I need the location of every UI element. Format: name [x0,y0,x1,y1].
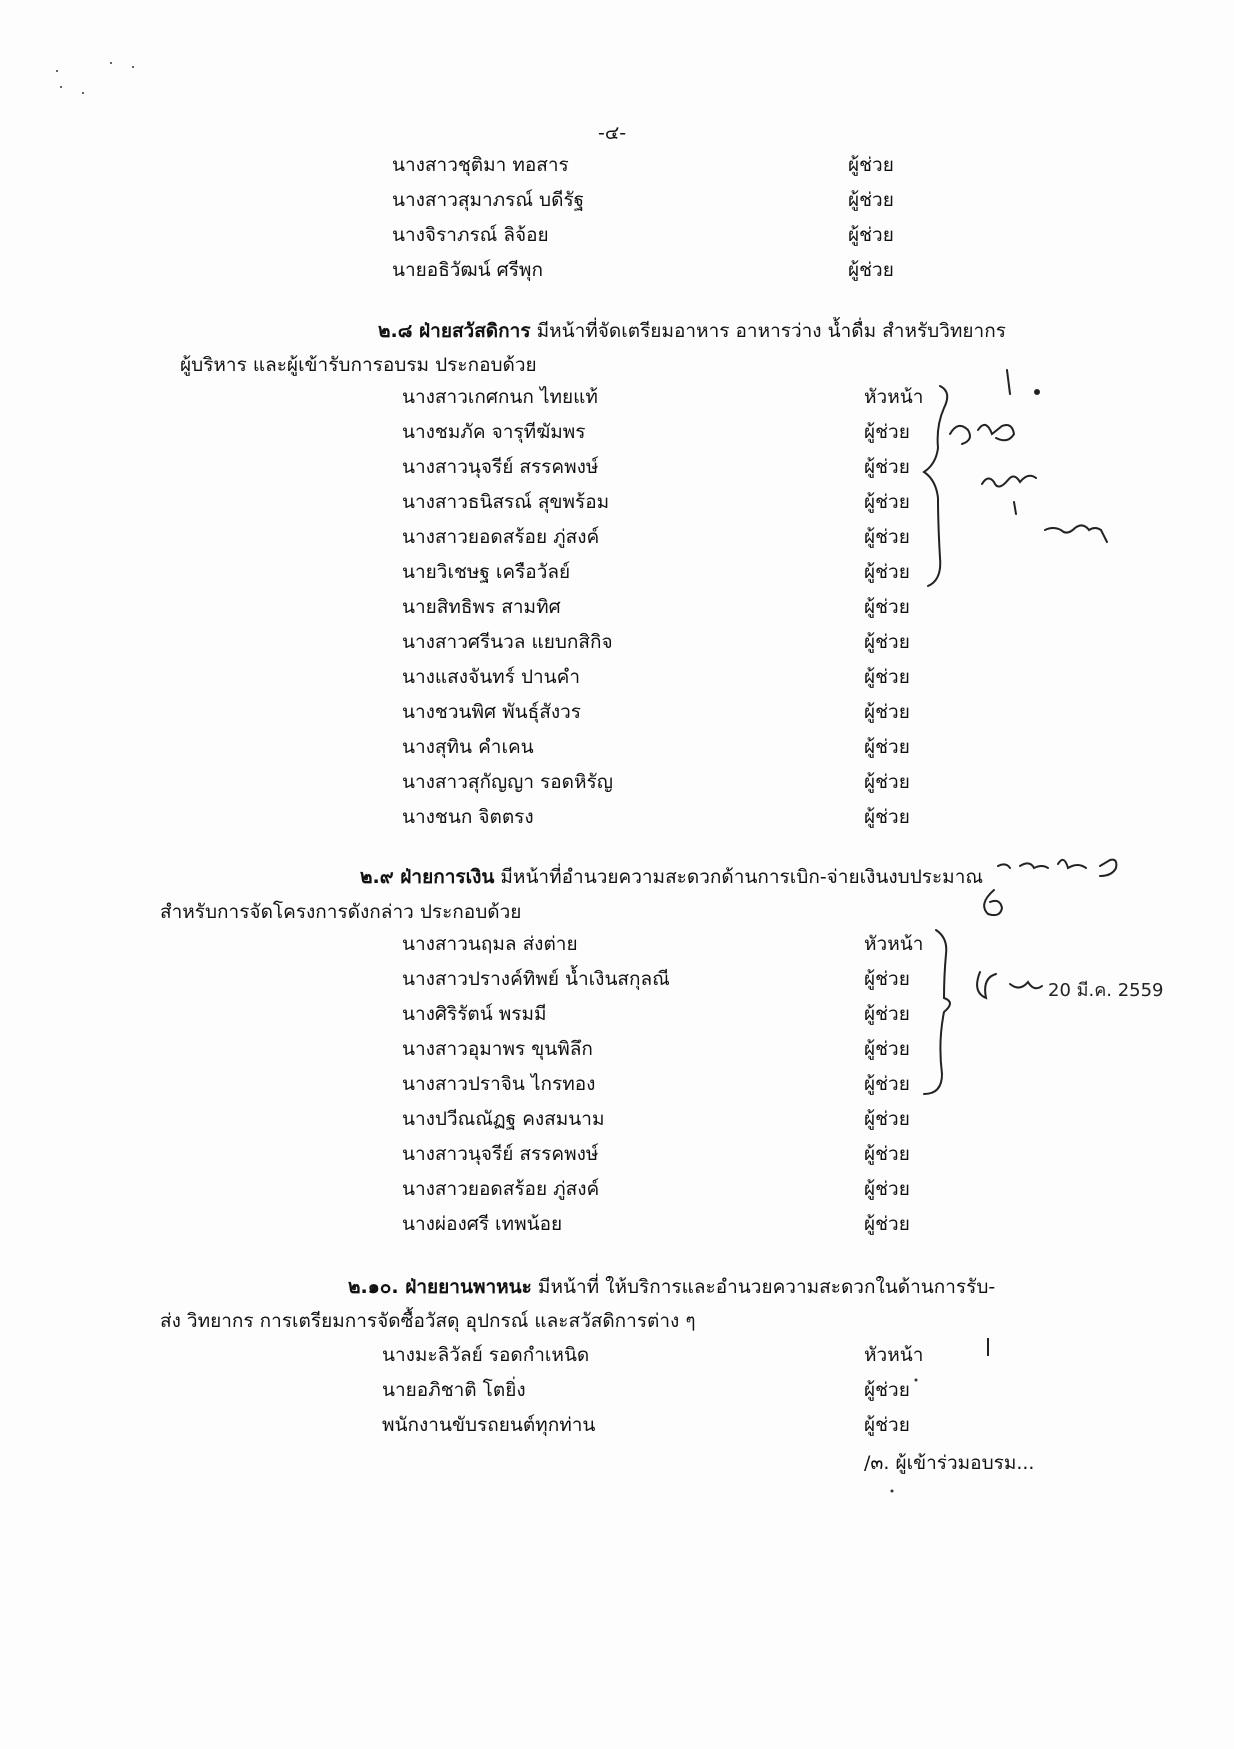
member-role: ผู้ช่วย [864,421,910,443]
member-role: ผู้ช่วย [864,1038,910,1060]
member-name: นางจิราภรณ์ ลิจ้อย [392,224,549,246]
member-name: นางผ่องศรี เทพน้อย [402,1213,563,1235]
member-name: พนักงานขับรถยนต์ทุกท่าน [382,1414,596,1436]
member-role: หัวหน้า [864,933,924,955]
continuation-note: /๓. ผู้เข้าร่วมอบรม... [864,1452,1035,1474]
member-name: นางสาวชุติมา ทอสาร [392,154,569,176]
member-name: นางแสงจันทร์ ปานคำ [402,666,581,688]
member-role: ผู้ช่วย [864,701,910,723]
member-name: นายอธิวัฒน์ ศรีพุก [392,259,543,281]
member-role: ผู้ช่วย [864,1213,910,1235]
member-role: ผู้ช่วย [864,596,910,618]
member-name: นายอภิชาติ โตยิ่ง [382,1379,526,1401]
member-role: ผู้ช่วย [864,806,910,828]
member-role: ผู้ช่วย [864,1143,910,1165]
member-role: ผู้ช่วย [864,1414,910,1436]
member-name: นายสิทธิพร สามทิศ [402,596,561,618]
member-role: ผู้ช่วย [864,736,910,758]
section-2-10-line2: ส่ง วิทยากร การเตรียมการจัดซื้อวัสดุ อุปกรณ์ และสวัสดิการต่าง ๆ [160,1310,696,1332]
member-name: นางสาวธนิสรณ์ สุขพร้อม [402,491,610,513]
member-role: ผู้ช่วย [864,1108,910,1130]
member-name: นางสาวอุมาพร ขุนพิลึก [402,1038,593,1060]
member-role: ผู้ช่วย [864,631,910,653]
section-heading: ๒.๙ ฝ่ายการเงิน [360,866,495,888]
member-name: นางชวนพิศ พันธุ์สังวร [402,701,581,723]
member-role: ผู้ช่วย [864,1178,910,1200]
member-name: นางสาวเกศกนก ไทยแท้ [402,386,598,408]
member-name: นางสาวสุมาภรณ์ บดีรัฐ [392,189,585,211]
member-name: นางชนก จิตตรง [402,806,534,828]
member-name: นางสาวศรีนวล แยบกสิกิจ [402,631,613,653]
member-role: ผู้ช่วย [864,968,910,990]
member-role: ผู้ช่วย [864,456,910,478]
member-name: นางชมภัค จารุทีฆัมพร [402,421,586,443]
member-role: ผู้ช่วย [864,666,910,688]
section-description: มีหน้าที่จัดเตรียมอาหาร อาหารว่าง น้ำดื่ม สำหรับวิทยากร [530,320,1006,342]
section-heading: ๒.๘ ฝ่ายสวัสดิการ [378,320,531,342]
member-role: ผู้ช่วย [864,491,910,513]
member-role: หัวหน้า [864,386,924,408]
section-description: มีหน้าที่ ให้บริการและอำนวยความสะดวกในด้านการรับ- [531,1276,996,1298]
section-heading: ๒.๑๐. ฝ่ายยานพาหนะ [348,1276,532,1298]
member-name: นางสาวยอดสร้อย ภู่สงค์ [402,1178,600,1200]
member-name: นางมะลิวัลย์ รอดกำเหนิด [382,1344,590,1366]
page-number: -๔- [598,122,627,144]
member-role: ผู้ช่วย [848,189,894,211]
member-role: ผู้ช่วย [864,1379,910,1401]
section-2-9-line2: สำหรับการจัดโครงการดังกล่าว ประกอบด้วย [160,901,522,923]
member-role: ผู้ช่วย [864,561,910,583]
member-name: นางสาวสุกัญญา รอดหิรัญ [402,771,613,793]
member-name: นางศิริรัตน์ พรมมี [402,1003,547,1025]
member-role: ผู้ช่วย [864,1073,910,1095]
member-name: นางสาวนฤมล ส่งต่าย [402,933,578,955]
member-name: นางสาวปราจิน ไกรทอง [402,1073,596,1095]
member-role: ผู้ช่วย [864,526,910,548]
member-role: ผู้ช่วย [848,259,894,281]
member-role: ผู้ช่วย [864,1003,910,1025]
member-name: นายวิเชษฐ เครือวัลย์ [402,561,571,583]
member-name: นางสาวยอดสร้อย ภู่สงค์ [402,526,600,548]
member-role: หัวหน้า [864,1344,924,1366]
member-name: นางปวีณณัฏฐ คงสมนาม [402,1108,605,1130]
section-2-8-line2: ผู้บริหาร และผู้เข้ารับการอบรม ประกอบด้วย [180,354,537,376]
section-description: มีหน้าที่อำนวยความสะดวกด้านการเบิก-จ่ายเงินงบประมาณ [494,866,983,888]
member-name: นางสาวปรางค์ทิพย์ น้ำเงินสกุลณี [402,968,670,990]
member-name: นางสุทิน คำเคน [402,736,534,758]
member-role: ผู้ช่วย [864,771,910,793]
member-role: ผู้ช่วย [848,154,894,176]
member-name: นางสาวนุจรีย์ สรรคพงษ์ [402,456,599,478]
date-stamp: 20 มี.ค. 2559 [1048,980,1164,1001]
member-role: ผู้ช่วย [848,224,894,246]
member-name: นางสาวนุจรีย์ สรรคพงษ์ [402,1143,599,1165]
